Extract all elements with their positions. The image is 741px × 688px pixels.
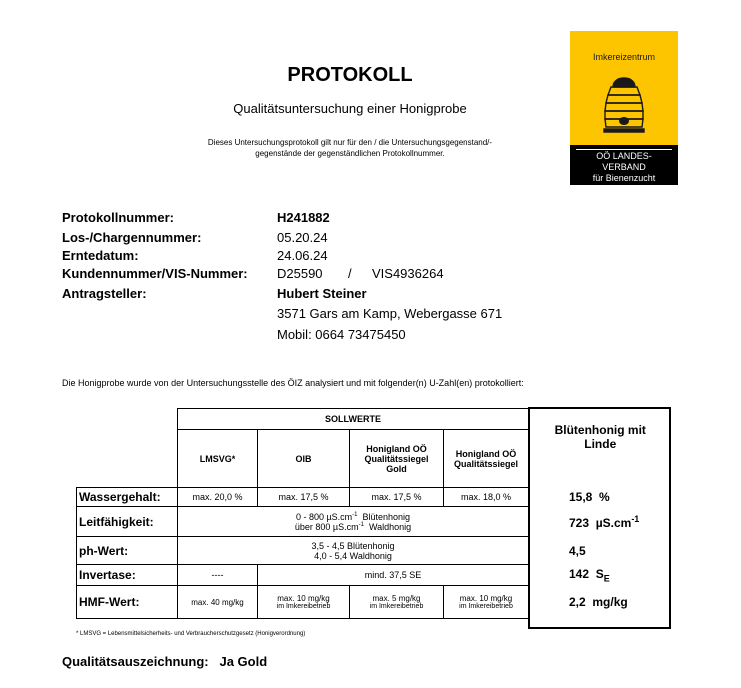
- water-result-value: 15,8: [569, 490, 593, 504]
- harvest-date-label: Erntedatum:: [62, 248, 139, 263]
- col-gold-line-1: Honigland OÖ: [366, 443, 427, 454]
- col-gold-line-2: Qualitätssiegel: [364, 453, 429, 464]
- water-oib: max. 17,5 %: [258, 488, 350, 507]
- batch-number-value: 05.20.24: [277, 230, 328, 245]
- applicant-phone: Mobil: 0664 73475450: [277, 327, 406, 342]
- conductivity-result-value: 723: [569, 515, 590, 530]
- batch-number-label: Los-/Chargennummer:: [62, 230, 202, 245]
- water-result-unit: %: [599, 490, 610, 504]
- col-lmsvg-header: LMSVG*: [178, 430, 258, 488]
- ph-line-1: 3,5 - 4,5 Blütenhonig: [311, 540, 395, 551]
- page-title: PROTOKOLL: [287, 64, 413, 86]
- conductivity-line-1-type: Blütenhonig: [362, 511, 411, 522]
- conductivity-result-sup: -1: [631, 513, 640, 524]
- analysis-intro: Die Honigprobe wurde von der Untersuchungsstelle des ÖIZ analysiert und mit folgender(n) U-Zahl(en) protokolliert:: [62, 378, 524, 388]
- page-subtitle: Qualitätsuntersuchung einer Honigprobe: [233, 101, 467, 116]
- hmf-oib-value: max. 10 mg/kg: [277, 594, 330, 603]
- conductivity-line-1-range: 0 - 800 µS.cm: [295, 511, 353, 522]
- beehive-icon: [600, 74, 648, 138]
- sollwerte-header: SOLLWERTE: [178, 409, 529, 430]
- empty-corner: [77, 409, 178, 430]
- label-column-header: [77, 430, 178, 488]
- ph-range: [178, 537, 529, 565]
- row-label-invertase: Invertase:: [77, 565, 178, 586]
- award-value: Ja Gold: [219, 654, 268, 669]
- col-quality-line-1: Honigland OÖ: [455, 448, 517, 459]
- hmf-quality: [444, 586, 529, 619]
- conductivity-result-unit: µS.cm: [595, 515, 632, 530]
- ph-line-2: 4,0 - 5,4 Waldhonig: [314, 550, 392, 561]
- customer-number-label: Kundennummer/VIS-Nummer:: [62, 266, 248, 281]
- quality-award: [62, 654, 267, 669]
- applicant-address: 3571 Gars am Kamp, Webergasse 671: [277, 306, 503, 321]
- customer-number-value: D25590: [277, 266, 323, 281]
- col-gold-header: [350, 430, 444, 488]
- conductivity-line-2-type: Waldhonig: [368, 521, 412, 532]
- invertase-lmsvg: ----: [178, 565, 258, 586]
- logo-line-1: OÖ LANDES-: [596, 151, 652, 161]
- row-label-conductivity: Leitfähigkeit:: [77, 507, 178, 537]
- applicant-name: Hubert Steiner: [277, 286, 367, 301]
- hmf-result-value: 2,2: [569, 595, 586, 609]
- row-label-water: Wassergehalt:: [77, 488, 178, 507]
- hmf-quality-note: im Imkereibetrieb: [459, 603, 513, 610]
- conductivity-line-1-sup: -1: [352, 511, 358, 518]
- row-label-ph: ph-Wert:: [77, 537, 178, 565]
- award-label: Qualitätsauszeichnung:: [62, 654, 209, 669]
- hmf-gold: [350, 586, 444, 619]
- hmf-quality-value: max. 10 mg/kg: [459, 594, 513, 603]
- vis-number-value: VIS4936264: [372, 266, 444, 281]
- logo-line-3: für Bienenzucht: [592, 173, 656, 183]
- footnote: * LMSVG = Lebensmittelsicherheits- und Verbraucherschutzgesetz (Honigverordnung): [76, 631, 306, 637]
- notice-line-1: Dieses Untersuchungsprotokoll gilt nur für den / die Untersuchungsgegenstand/-: [207, 138, 493, 147]
- water-gold: max. 17,5 %: [350, 488, 444, 507]
- hmf-result-unit: mg/kg: [592, 595, 628, 609]
- ph-result: 4,5: [569, 543, 586, 558]
- hmf-gold-value: max. 5 mg/kg: [372, 594, 421, 603]
- logo: [570, 31, 678, 185]
- hmf-lmsvg: max. 40 mg/kg: [178, 586, 258, 619]
- hmf-oib: [258, 586, 350, 619]
- invertase-result-value: 142: [569, 566, 590, 581]
- result-header-line-1: Blütenhonig mit: [554, 422, 646, 437]
- water-quality: max. 18,0 %: [444, 488, 529, 507]
- applicant-label: Antragsteller:: [62, 286, 147, 301]
- col-gold-line-3: Gold: [386, 463, 407, 474]
- customer-separator: /: [348, 266, 352, 281]
- conductivity-range: [178, 507, 529, 537]
- hmf-gold-note: im Imkereibetrieb: [369, 603, 424, 610]
- logo-line-2: VERBAND: [602, 162, 646, 172]
- protocol-number-label: Protokollnummer:: [62, 210, 174, 225]
- invertase-result-unit: S: [595, 566, 604, 581]
- invertase-result-sub: E: [603, 573, 610, 584]
- harvest-date-value: 24.06.24: [277, 248, 328, 263]
- result-column-frame: [528, 407, 671, 629]
- protocol-number-value: H241882: [277, 210, 330, 225]
- logo-top-text: Imkereizentrum: [592, 52, 655, 62]
- conductivity-line-2-sup: -1: [358, 521, 364, 528]
- row-label-hmf: HMF-Wert:: [77, 586, 178, 619]
- invertase-range: mind. 37,5 SE: [258, 565, 529, 586]
- conductivity-line-2-range: über 800 µS.cm: [294, 521, 359, 532]
- validity-notice: [150, 137, 550, 159]
- logo-association-band: [570, 145, 678, 185]
- water-lmsvg: max. 20,0 %: [178, 488, 258, 507]
- hmf-oib-note: im Imkereibetrieb: [276, 603, 331, 610]
- col-oib-header: OIB: [258, 430, 350, 488]
- col-quality-line-2: Qualitätssiegel: [453, 458, 519, 469]
- notice-line-2: gegenstände der gegenständlichen Protokollnummer.: [255, 149, 445, 158]
- col-quality-header: [444, 430, 529, 488]
- result-header-line-2: Linde: [584, 436, 617, 451]
